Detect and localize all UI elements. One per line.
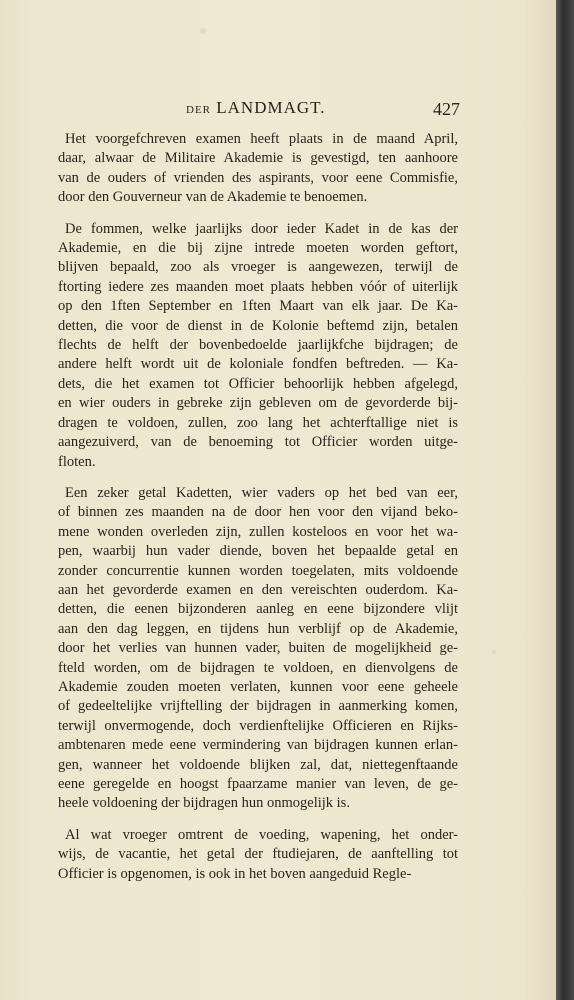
text-line: Al wat vroeger omtrent de voeding, wapening, het onder-: [65, 826, 458, 843]
text-line: dets, die het examen tot Officier behoorlijk hebben afgelegd,: [58, 375, 458, 392]
running-title-main: LANDMAGT.: [216, 98, 326, 117]
text-line: en wier ouders in gebreke zijn gebleven om de gevorderde bij-: [58, 395, 458, 412]
text-line: flechts de helft der bovenbedoelde jaarlijkfche bijdragen; de: [58, 337, 458, 354]
text-line: of gedeeltelijke vrijftelling der bijdragen in aanmerking komen,: [58, 698, 458, 715]
text-line: of binnen zes maanden na de door hen voor den vijand beko-: [58, 504, 458, 521]
book-edge: [556, 0, 574, 1000]
paper-stain: [492, 650, 496, 654]
running-title: [186, 98, 326, 118]
running-title-prefix: DER: [186, 104, 211, 116]
text-line: gen, wanneer het voldoende blijken zal, dat, niettegenftaande: [58, 756, 458, 773]
paragraph: [58, 220, 458, 472]
body-text: [58, 130, 458, 896]
paragraph: [58, 826, 458, 884]
paragraph: [58, 130, 458, 208]
text-line: aan den dag leggen, en tijdens hun verblijf op de Akademie,: [58, 620, 458, 637]
text-line: aangezuiverd, van de benoeming tot Officier worden uitge-: [58, 434, 458, 451]
page-number: 427: [433, 99, 460, 119]
text-line: van de ouders of vrienden des aspirants, voor eene Commisfie,: [58, 169, 458, 186]
text-line: eene geregelde en hoogst fpaarzame manier van leven, de ge-: [58, 776, 458, 792]
text-line: andere helft wordt uit de koloniale fondfen beftreden. — Ka-: [58, 356, 458, 373]
text-line: Een zeker getal Kadetten, wier vaders op het bed van eer,: [65, 484, 458, 501]
text-line: pen, waarbij hun vader diende, boven het bepaalde getal en: [58, 543, 458, 560]
text-line: door het verlies van hunnen vader, buiten de mogelijkheid ge-: [58, 640, 458, 657]
text-line: zonder concurrentie kunnen worden toegelaten, mits voldoende: [58, 562, 458, 579]
text-line: Akademie zouden moeten verlaten, kunnen voor eene geheele: [58, 678, 458, 695]
text-line: Officier is opgenomen, is ook in het boven aangeduid Regle-: [58, 865, 412, 882]
text-line: floten.: [58, 453, 96, 470]
text-line: terwijl onvermogende, doch verdienftelijke Officieren en Rijks-: [58, 717, 458, 734]
text-line: fteld worden, om de bijdragen te voldoen, en dienvolgens de: [58, 659, 458, 676]
text-line: door den Gouverneur van de Akademie te benoemen.: [58, 189, 368, 206]
text-line: detten, die eenen bijzonderen aanleg en eene bijzondere vlijt: [58, 601, 458, 618]
text-line: ftorting iedere zes maanden moet plaats hebben vóór of uiterlijk: [58, 278, 458, 295]
text-line: De fommen, welke jaarlijks door ieder Kadet in de kas der: [65, 220, 458, 237]
text-line: ambtenaren mede eene vermindering van bijdragen kunnen erlan-: [58, 737, 458, 754]
text-line: dragen te voldoen, zullen, zoo lang het achterftallige niet is: [58, 414, 458, 431]
text-line: mene wonden overleden zijn, zullen kosteloos en voor het wa-: [58, 523, 458, 540]
text-line: detten, die voor de dienst in de Kolonie beftemd zijn, betalen: [58, 317, 458, 334]
text-line: heele voldoening der bijdragen hun onmogelijk is.: [58, 795, 350, 812]
text-line: daar, alwaar de Militaire Akademie is gevestigd, ten aanhoore: [58, 150, 458, 167]
paragraph: [58, 484, 458, 814]
text-line: blijven bepaald, zoo als vroeger is aangewezen, terwijl de: [58, 259, 458, 276]
paper-stain: [200, 28, 206, 34]
text-line: wijs, de vacantie, het getal der ftudiejaren, de aanftelling tot: [58, 846, 458, 863]
text-line: Het voorgefchreven examen heeft plaats in de maand April,: [65, 131, 458, 147]
text-line: aan het gevorderde examen en den vereischten ouderdom. Ka-: [58, 581, 458, 598]
page-header: [58, 98, 458, 122]
text-line: op den 1ften September en 1ften Maart van elk jaar. De Ka-: [58, 298, 458, 315]
text-line: Akademie, en die bij zijne intrede moeten worden geftort,: [58, 240, 458, 257]
